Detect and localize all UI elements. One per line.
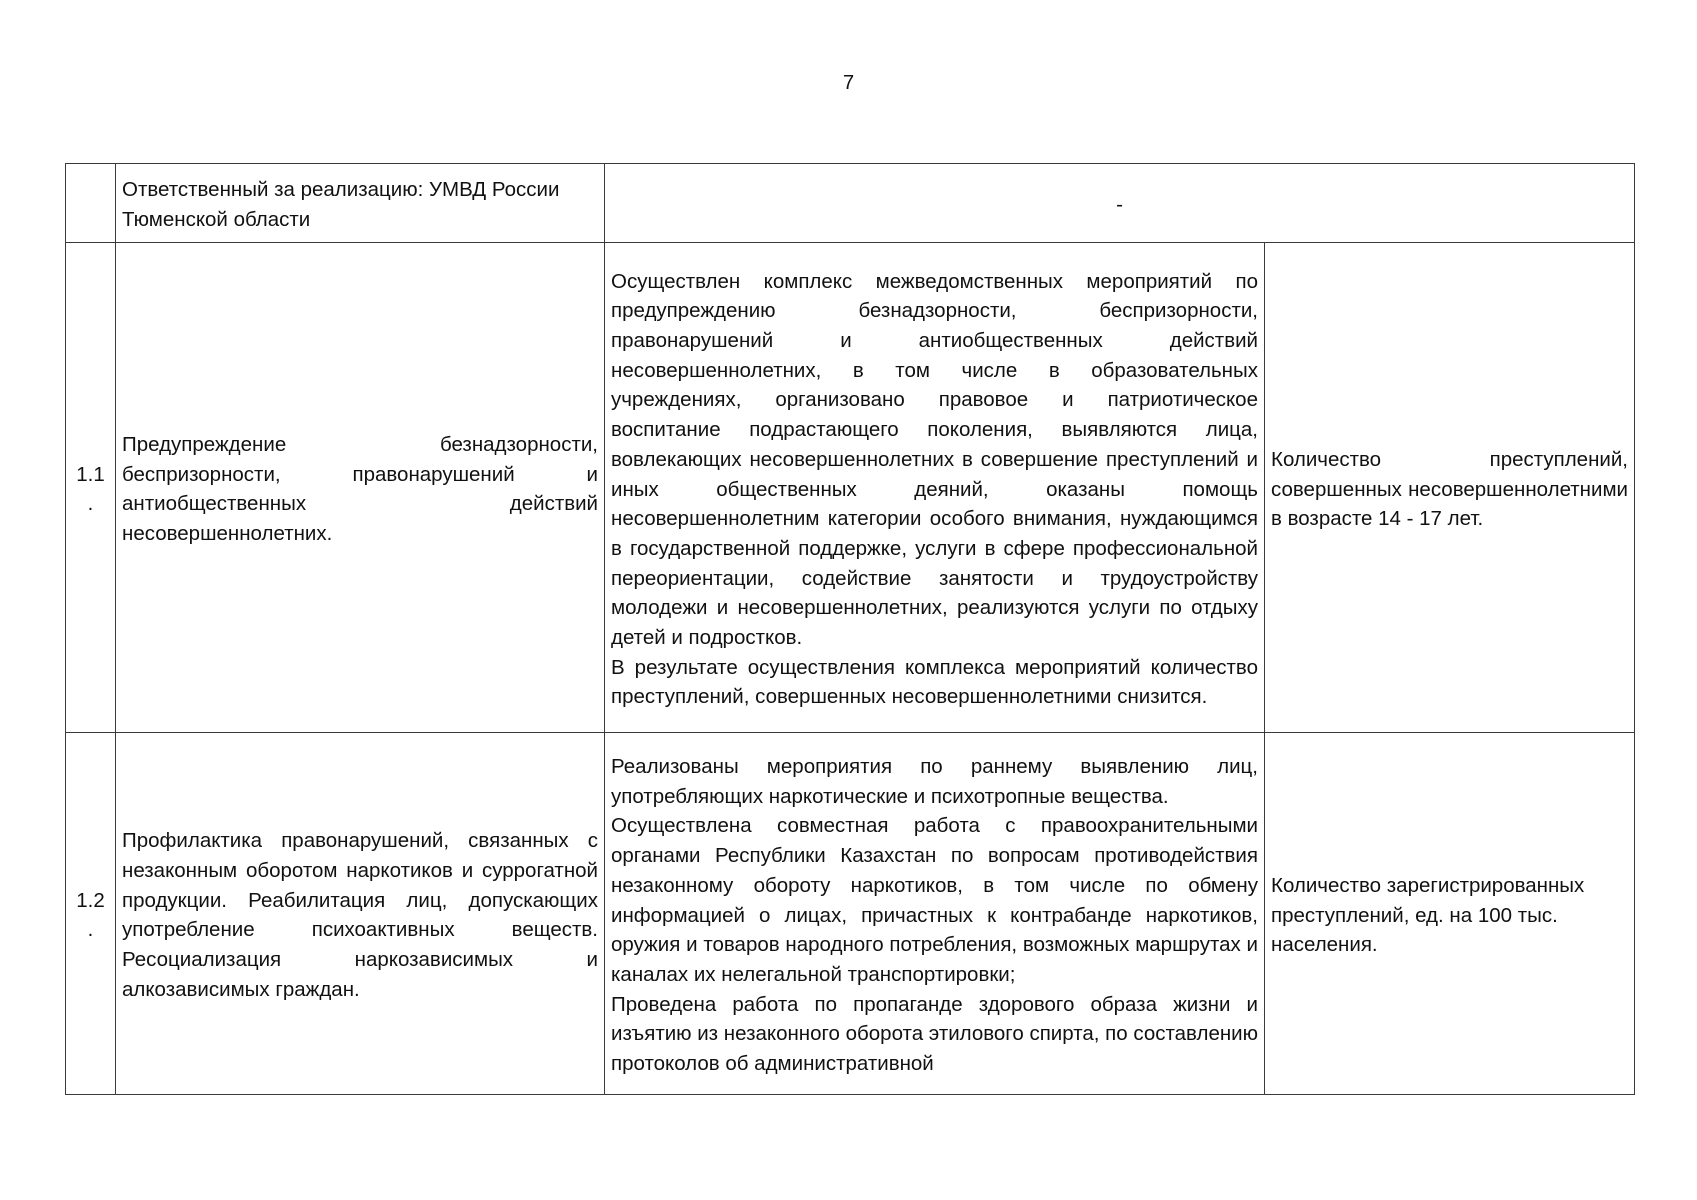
row-number-suffix: . [87,918,94,942]
row-number-suffix: . [87,492,94,516]
description-paragraph: Осуществлен комплекс межведомственных мероприятий по предупреждению безнадзорности, беспризорности, правонарушений и антиобщественных действий несовершеннолетних, в том числе в образовательных учреждениях, организовано правовое и патриотическое воспитание подрастающего поколения, выявляются лица, вовлекающих несовершеннолетних в совершение преступлений и иных общественных деяний, оказаны помощь несовершеннолетним категории особого внимания, нуждающимся в государственной поддержке, услуги в сфере профессиональной переориентации, содействие занятости и трудоустройству молодежи и несовершеннолетних, реализуются услуги по отдыху детей и подростков. [611,269,1258,650]
row-number: 1.2 [76,888,105,912]
description-paragraph: Реализованы мероприятия по раннему выявлению лиц, употребляющих наркотические и психотропные вещества. [611,755,1258,808]
table-row [66,243,1635,733]
row-number-cell [66,243,116,733]
description-paragraph: Проведена работа по пропаганде здорового образа жизни и изъятию из незаконного оборота этилового спирта, по составлению протоколов об административной [611,992,1258,1076]
measure-description-cell [605,243,1265,733]
row-number-cell [66,733,116,1095]
description-clip [611,752,1258,1079]
responsible-row [66,164,1635,243]
measure-description-cell [605,733,1265,1095]
description-paragraph: В результате осуществления комплекса мероприятий количество преступлений, совершенных несовершеннолетними снизится. [611,655,1258,709]
table-row [66,733,1635,1095]
row-number: 1.1 [76,462,105,486]
measure-name-cell: Предупреждение безнадзорности, беспризорности, правонарушений и антиобщественных действий несовершеннолетних. [116,243,605,733]
responsible-number-cell [66,164,116,243]
page-number: 7 [842,72,855,94]
responsible-value-cell: - [605,164,1635,243]
program-table [65,163,1635,1095]
measure-name-cell: Профилактика правонарушений, связанных с незаконным оборотом наркотиков и суррогатной продукции. Реабилитация лиц, допускающих употребление психоактивных веществ. Ресоциализация наркозависимых и алкозависимых граждан. [116,733,605,1095]
indicator-cell: Количество преступлений, совершенных несовершеннолетними в возрасте 14 - 17 лет. [1265,243,1635,733]
responsible-cell: Ответственный за реализацию: УМВД России Тюменской области [116,164,605,243]
indicator-cell: Количество зарегистрированных преступлений, ед. на 100 тыс. населения. [1265,733,1635,1095]
description-paragraph: Осуществлена совместная работа с правоохранительными органами Республики Казахстан по вопросам противодействия незаконному обороту наркотиков, в том числе по обмену информацией о лицах, причастных к контрабанде наркотиков, оружия и товаров народного потребления, возможных маршрутах и каналах их нелегальной транспортировки; [611,814,1258,986]
